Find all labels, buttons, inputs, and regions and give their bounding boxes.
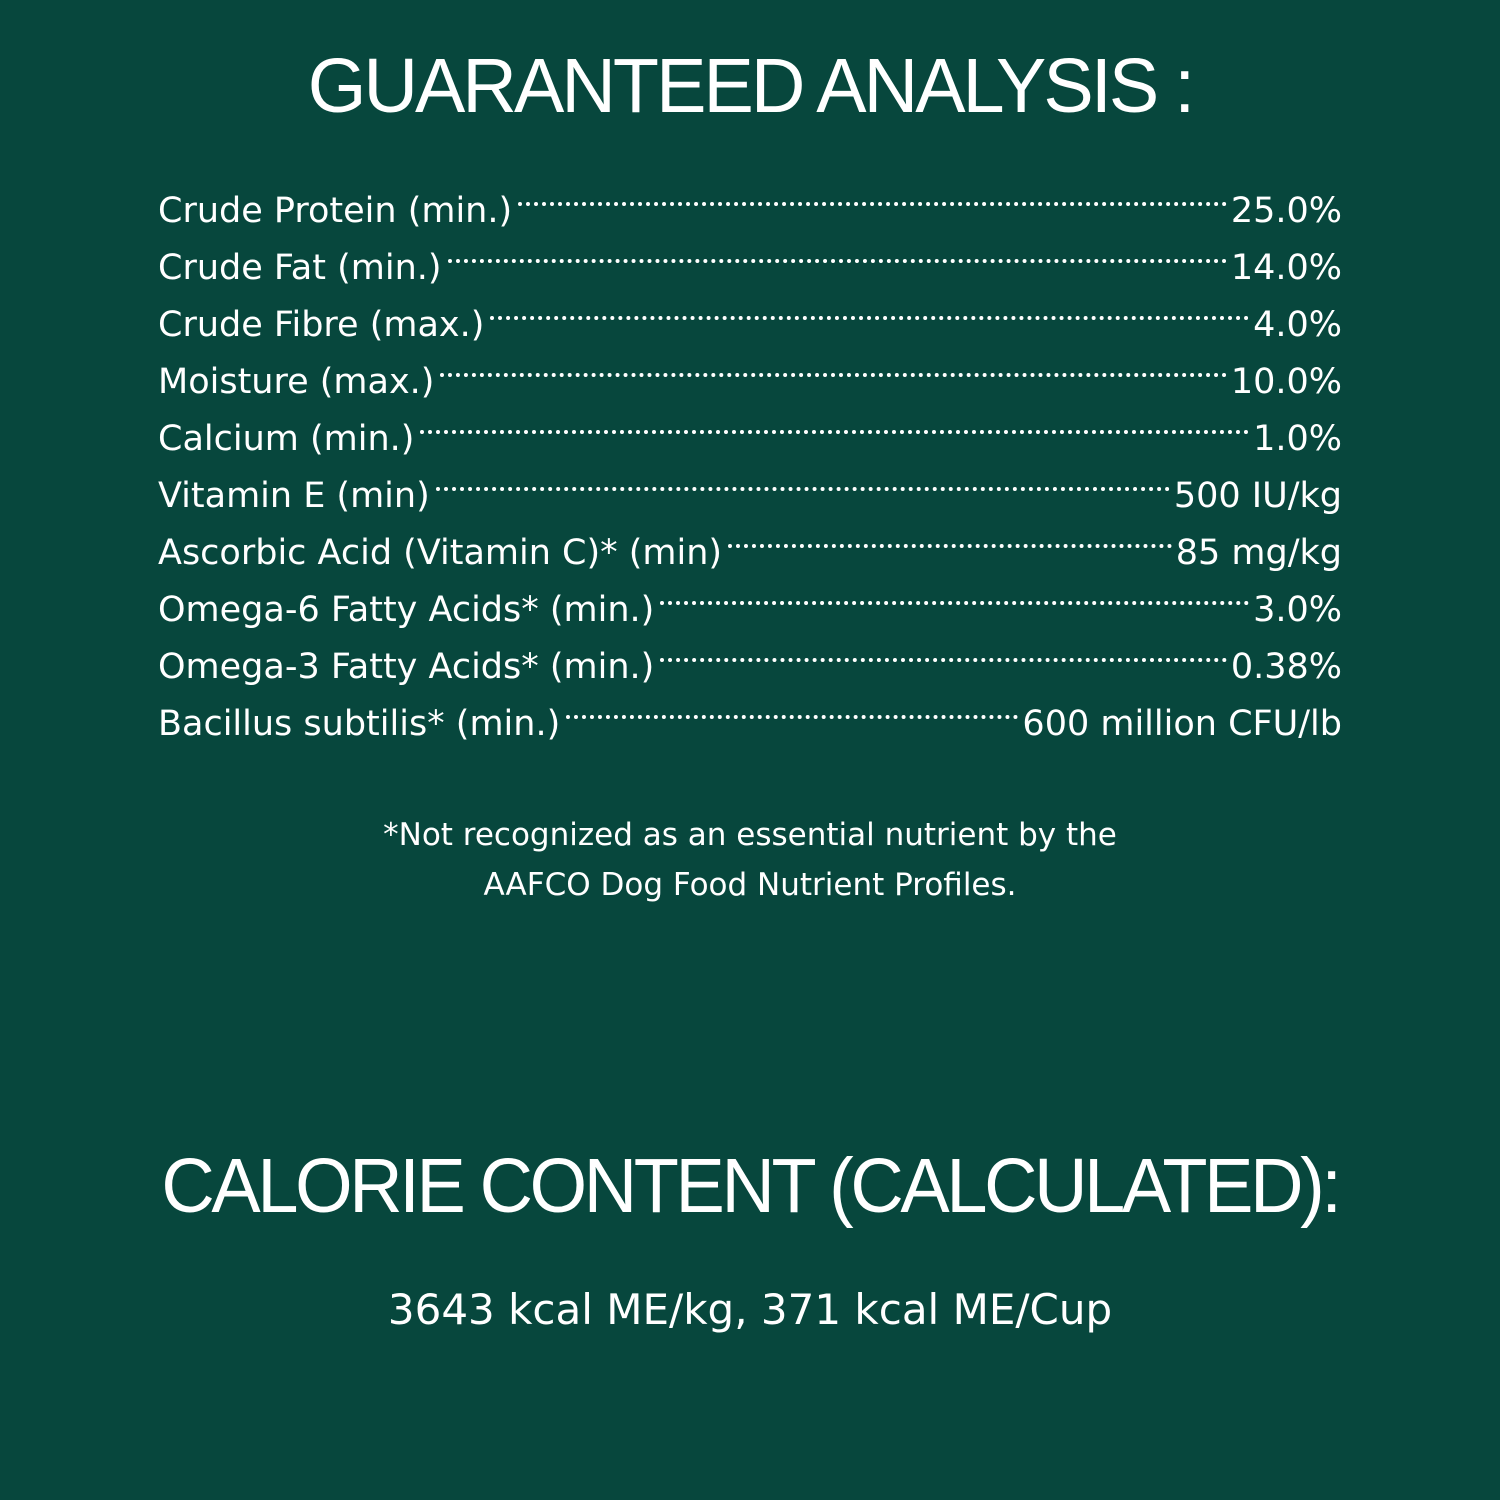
dot-leader	[660, 564, 1249, 621]
nutrient-value: 4.0%	[1253, 305, 1342, 345]
guaranteed-analysis-title: GUARANTEED ANALYSIS :	[307, 43, 1193, 129]
nutrient-label: Bacillus subtilis* (min.)	[158, 704, 561, 744]
nutrient-value: 1.0%	[1253, 419, 1342, 459]
nutrient-value: 0.38%	[1230, 647, 1342, 687]
dot-leader	[518, 165, 1227, 222]
nutrient-label: Vitamin E (min)	[158, 476, 430, 516]
nutrient-label: Omega-3 Fatty Acids* (min.)	[158, 647, 655, 687]
nutrient-label: Crude Fat (min.)	[158, 248, 442, 288]
dot-leader	[490, 279, 1249, 336]
dot-leader	[420, 393, 1249, 450]
nutrient-label: Ascorbic Acid (Vitamin C)* (min)	[158, 533, 723, 573]
analysis-table	[158, 165, 1342, 744]
nutrient-label: Omega-6 Fatty Acids* (min.)	[158, 590, 655, 630]
nutrient-value: 500 IU/kg	[1173, 476, 1342, 516]
nutrient-label: Moisture (max.)	[158, 362, 435, 402]
dot-leader	[728, 507, 1172, 564]
nutrient-value: 85 mg/kg	[1175, 533, 1342, 573]
aafco-footnote	[0, 810, 1500, 910]
dot-leader	[440, 336, 1226, 393]
calorie-content-title: CALORIE CONTENT (CALCULATED):	[161, 1143, 1339, 1229]
nutrient-value: 14.0%	[1230, 248, 1342, 288]
footnote-line: AAFCO Dog Food Nutrient Profiles.	[483, 867, 1017, 903]
nutrient-value: 25.0%	[1230, 191, 1342, 231]
nutrient-value: 600 million CFU/lb	[1022, 704, 1342, 744]
nutrient-value: 10.0%	[1230, 362, 1342, 402]
analysis-row	[158, 165, 1342, 231]
nutrient-label: Crude Fibre (max.)	[158, 305, 485, 345]
nutrient-value: 3.0%	[1253, 590, 1342, 630]
footnote-line: *Not recognized as an essential nutrient by the	[383, 817, 1117, 853]
calorie-content-value: 3643 kcal ME/kg, 371 kcal ME/Cup	[387, 1285, 1113, 1334]
nutrient-label: Calcium (min.)	[158, 419, 415, 459]
nutrient-label: Crude Protein (min.)	[158, 191, 513, 231]
dot-leader	[448, 222, 1227, 279]
dot-leader	[566, 678, 1018, 735]
dot-leader	[436, 450, 1170, 507]
dot-leader	[660, 621, 1226, 678]
